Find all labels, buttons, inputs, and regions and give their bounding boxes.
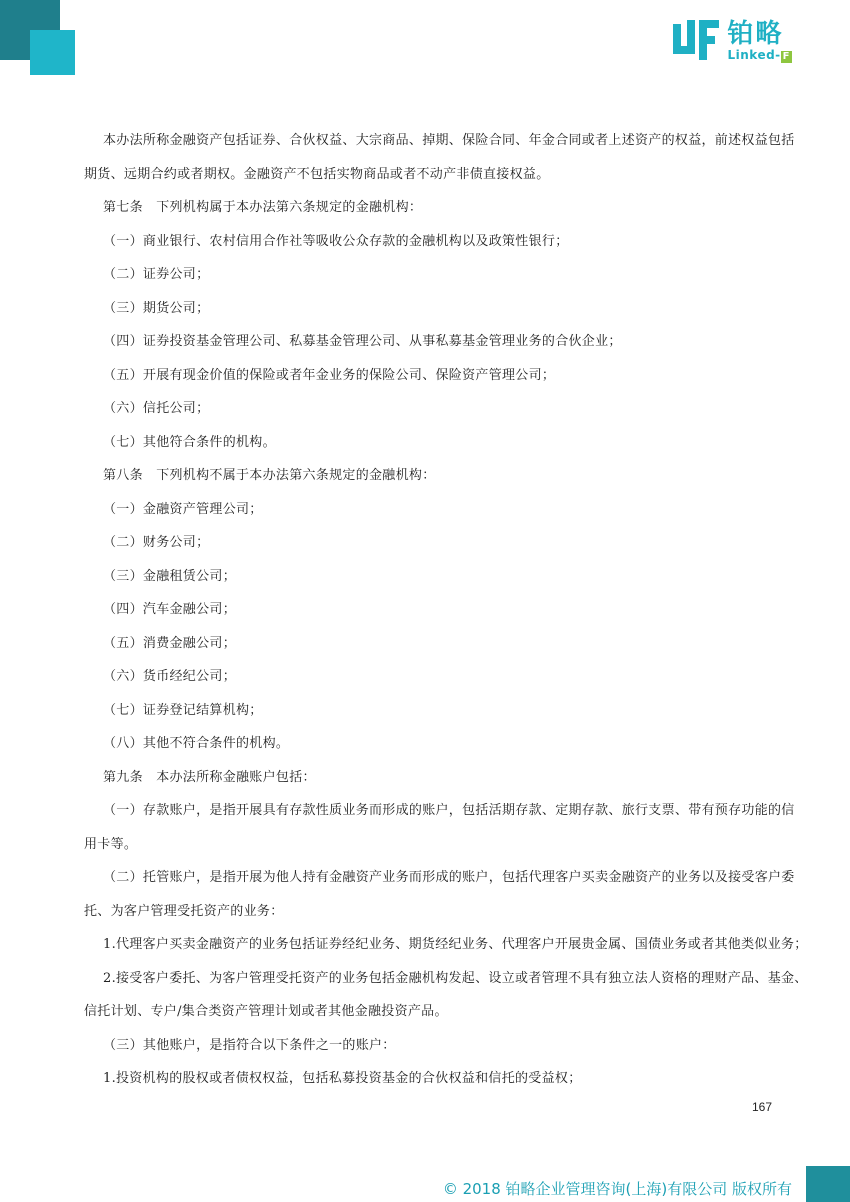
paragraph-line: 本办法所称金融资产包括证券、合伙权益、大宗商品、掉期、保险合同、年金合同或者上述资产的权益，前述权益包括 <box>103 133 795 148</box>
list-item: （三）其他账户，是指符合以下条件之一的账户： <box>103 1037 396 1053</box>
footer-decoration <box>806 1166 850 1202</box>
list-item: （八）其他不符合条件的机构。 <box>103 736 290 751</box>
list-item: （一）金融资产管理公司； <box>103 501 263 517</box>
logo-english-name <box>727 48 792 63</box>
list-item: （二）托管账户，是指开展为他人持有金融资产业务而形成的账户，包括代理客户买卖金融资产的业务以及接受客户委 <box>103 870 795 885</box>
paragraph-line: 期货、远期合约或者期权。金融资产不包括实物商品或者不动产非债直接权益。 <box>84 166 550 182</box>
paragraph-line: 信托计划、专户/集合类资产管理计划或者其他金融投资产品。 <box>84 1004 448 1019</box>
list-item: （七）证券登记结算机构； <box>103 702 263 718</box>
logo-text <box>727 20 792 63</box>
article-heading: 第七条 下列机构属于本办法第六条规定的金融机构： <box>103 200 423 215</box>
list-item: （二）证券公司； <box>103 267 210 282</box>
paragraph-line: 用卡等。 <box>84 836 138 852</box>
list-item: （四）汽车金融公司； <box>103 602 237 617</box>
footer-copyright: © 2018 铂略企业管理咨询(上海)有限公司 版权所有 <box>442 1180 792 1198</box>
list-item: （七）其他符合条件的机构。 <box>103 434 276 450</box>
list-item: （五）开展有现金价值的保险或者年金业务的保险公司、保险资产管理公司； <box>103 367 556 383</box>
list-item: （三）金融租赁公司； <box>103 568 237 584</box>
list-item: （六）货币经纪公司； <box>103 669 237 684</box>
corner-decoration-light <box>30 30 75 75</box>
list-item: （五）消费金融公司； <box>103 635 237 651</box>
list-item: 1.代理客户买卖金融资产的业务包括证券经纪业务、期货经纪业务、代理客户开展贵金属、国债业务或者其他类似业务； <box>103 937 808 952</box>
paragraph-line: 托、为客户管理受托资产的业务： <box>84 903 284 919</box>
list-item: （三）期货公司； <box>103 300 210 316</box>
article-heading: 第九条 本办法所称金融账户包括： <box>103 769 316 785</box>
brand-logo <box>673 20 792 63</box>
logo-english-prefix: Linked- <box>727 48 781 62</box>
list-item: （四）证券投资基金管理公司、私募基金管理公司、从事私募基金管理业务的合伙企业； <box>103 334 622 349</box>
list-item: 2.接受客户委托、为客户管理受托资产的业务包括金融机构发起、设立或者管理不具有独立法人资格的理财产品、基金、 <box>103 970 808 986</box>
list-item: （一）存款账户，是指开展具有存款性质业务而形成的账户，包括活期存款、定期存款、旅行支票、带有预存功能的信 <box>103 803 795 818</box>
page-number: 167 <box>752 1100 773 1114</box>
logo-english-suffix: F <box>782 51 790 62</box>
list-item: （一）商业银行、农村信用合作社等吸收公众存款的金融机构以及政策性银行； <box>103 233 569 249</box>
linked-f-logo-icon <box>673 20 721 60</box>
document-body <box>84 124 808 1096</box>
list-item: 1.投资机构的股权或者债权权益，包括私募投资基金的合伙权益和信托的受益权； <box>103 1071 582 1086</box>
list-item: （六）信托公司； <box>103 401 210 416</box>
article-heading: 第八条 下列机构不属于本办法第六条规定的金融机构： <box>103 468 436 483</box>
list-item: （二）财务公司； <box>103 535 210 550</box>
logo-chinese-name: 铂略 <box>727 19 784 49</box>
